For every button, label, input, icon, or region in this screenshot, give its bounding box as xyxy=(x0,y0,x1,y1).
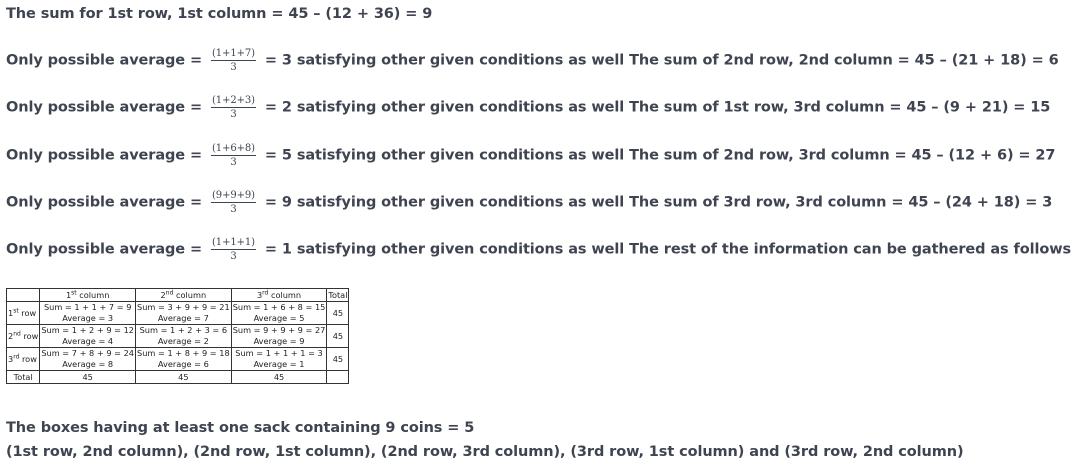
fraction-numerator: (1+1+1) xyxy=(212,237,255,248)
table-header-cell: 3rd column xyxy=(231,289,327,302)
line-suffix: = 2 satisfying other given conditions as well The sum of 1st row, 3rd column = 45 – (9 + 21) = 15 xyxy=(264,99,1051,116)
conclusion-line-2 xyxy=(6,444,963,460)
cell-sum: Sum = 7 + 8 + 9 = 24 xyxy=(41,348,135,358)
row-total: 45 xyxy=(327,302,349,325)
line-text: The sum for 1st row, 1st column = 45 – (12 + 36) = 9 xyxy=(6,6,433,22)
table-cell xyxy=(136,348,232,371)
text-line-average-4 xyxy=(6,190,1052,215)
text-line-average-5 xyxy=(6,237,1071,262)
text-line-average-2 xyxy=(6,95,1050,120)
table-footer-row xyxy=(7,371,349,384)
fraction-denominator: 3 xyxy=(230,109,237,120)
footer-value: 45 xyxy=(231,371,327,384)
cell-average: Average = 6 xyxy=(157,359,209,369)
table-row xyxy=(7,325,349,348)
fraction-numerator: (1+2+3) xyxy=(212,95,255,106)
cell-sum: Sum = 1 + 1 + 7 = 9 xyxy=(43,302,132,312)
cell-sum: Sum = 3 + 9 + 9 = 21 xyxy=(137,302,230,312)
summary-table xyxy=(6,288,349,384)
cell-average: Average = 2 xyxy=(157,336,209,346)
fraction xyxy=(211,143,256,168)
fraction-numerator: (9+9+9) xyxy=(212,190,255,201)
line-prefix: Only possible average = xyxy=(6,147,207,164)
table-header-row xyxy=(7,289,349,302)
footer-value: 45 xyxy=(136,371,232,384)
conclusion-list: (1st row, 2nd column), (2nd row, 1st column), (2nd row, 3rd column), (3rd row, 1st column) and (3rd row, 2nd column) xyxy=(6,444,964,460)
cell-average: Average = 7 xyxy=(157,313,209,323)
table-header-cell: 1st column xyxy=(40,289,136,302)
fraction xyxy=(211,190,256,215)
cell-sum: Sum = 1 + 1 + 1 = 3 xyxy=(235,348,323,358)
text-line-average-3 xyxy=(6,143,1055,168)
cell-average: Average = 1 xyxy=(253,359,305,369)
fraction xyxy=(211,95,256,120)
row-total: 45 xyxy=(327,348,349,371)
cell-average: Average = 3 xyxy=(62,313,114,323)
table-cell xyxy=(231,325,327,348)
fraction xyxy=(211,237,256,262)
fraction-denominator: 3 xyxy=(230,62,237,73)
text-line-sum-first xyxy=(6,6,432,22)
fraction-numerator: (1+6+8) xyxy=(212,143,255,154)
table-cell xyxy=(40,302,136,325)
line-suffix: = 5 satisfying other given conditions as well The sum of 2nd row, 3rd column = 45 – (12 + 6) = 27 xyxy=(264,147,1056,164)
table-cell xyxy=(136,302,232,325)
cell-average: Average = 4 xyxy=(62,336,114,346)
cell-sum: Sum = 1 + 8 + 9 = 18 xyxy=(137,348,230,358)
line-prefix: Only possible average = xyxy=(6,241,207,258)
cell-sum: Sum = 1 + 2 + 9 = 12 xyxy=(41,325,135,335)
footer-total-cell xyxy=(327,371,349,384)
line-suffix: = 1 satisfying other given conditions as well The rest of the information can be gathered as follows xyxy=(264,241,1071,258)
row-label: 1st row xyxy=(7,302,40,325)
row-total: 45 xyxy=(327,325,349,348)
cell-sum: Sum = 1 + 6 + 8 = 15 xyxy=(232,302,326,312)
table-cell xyxy=(231,302,327,325)
fraction xyxy=(211,48,256,73)
table-header-cell: 2nd column xyxy=(136,289,232,302)
line-suffix: = 9 satisfying other given conditions as well The sum of 3rd row, 3rd column = 45 – (24 + 18) = 3 xyxy=(264,194,1053,211)
fraction-denominator: 3 xyxy=(230,204,237,215)
cell-average: Average = 9 xyxy=(253,336,305,346)
cell-sum: Sum = 1 + 2 + 3 = 6 xyxy=(139,325,228,335)
row-label: 3rd row xyxy=(7,348,40,371)
line-prefix: Only possible average = xyxy=(6,52,207,69)
footer-label: Total xyxy=(7,371,40,384)
table-cell xyxy=(40,325,136,348)
cell-average: Average = 8 xyxy=(62,359,114,369)
fraction-denominator: 3 xyxy=(230,251,237,262)
footer-value: 45 xyxy=(40,371,136,384)
line-suffix: = 3 satisfying other given conditions as well The sum of 2nd row, 2nd column = 45 – (21 + 18) = 6 xyxy=(264,52,1059,69)
fraction-denominator: 3 xyxy=(230,157,237,168)
table-header-total: Total xyxy=(328,289,348,300)
table-cell xyxy=(231,348,327,371)
table-row xyxy=(7,302,349,325)
table-cell xyxy=(40,348,136,371)
cell-average: Average = 5 xyxy=(253,313,305,323)
row-label: 2nd row xyxy=(7,325,40,348)
conclusion-count: The boxes having at least one sack containing 9 coins = 5 xyxy=(6,420,475,436)
text-line-average-1 xyxy=(6,48,1059,73)
line-prefix: Only possible average = xyxy=(6,99,207,116)
conclusion-line-1 xyxy=(6,420,474,436)
table-corner-cell xyxy=(7,289,40,302)
fraction-numerator: (1+1+7) xyxy=(212,48,255,59)
line-prefix: Only possible average = xyxy=(6,194,207,211)
cell-sum: Sum = 9 + 9 + 9 = 27 xyxy=(232,325,326,335)
table-cell xyxy=(136,325,232,348)
table-row xyxy=(7,348,349,371)
